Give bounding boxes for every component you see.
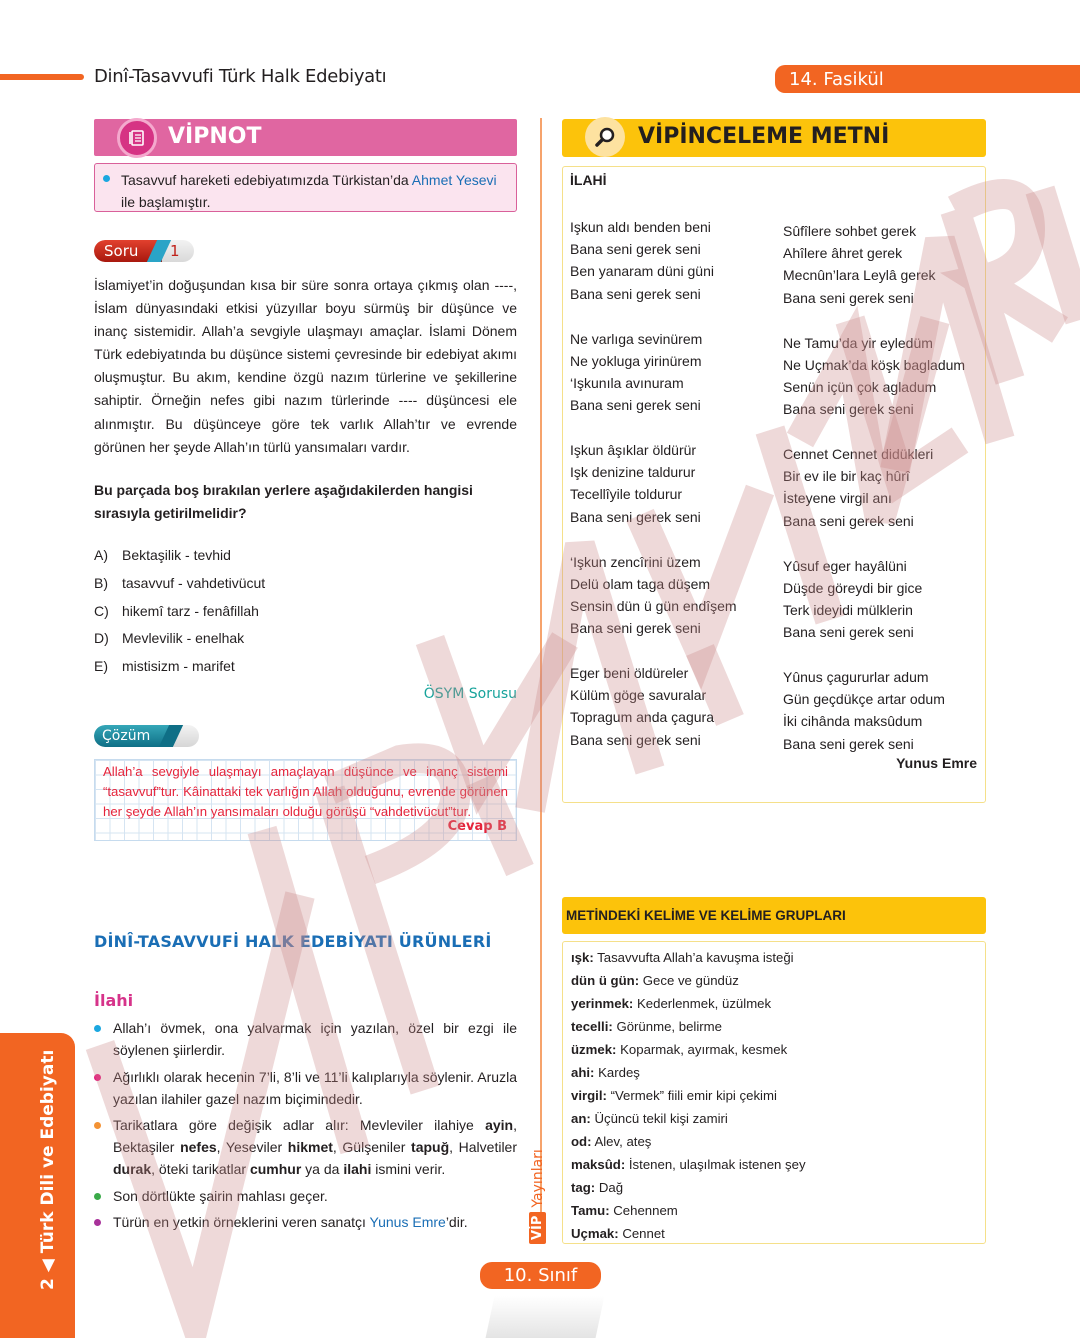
poem-stanza bbox=[783, 332, 993, 444]
glossary-term: ahi: bbox=[571, 1065, 595, 1080]
poem-line: Bana seni gerek seni bbox=[570, 285, 701, 302]
option-b[interactable] bbox=[94, 573, 517, 601]
glossary-item bbox=[571, 969, 977, 992]
glossary-item bbox=[571, 1153, 977, 1176]
list-item bbox=[94, 1114, 517, 1180]
poem-line: Bana seni gerek seni bbox=[570, 620, 701, 637]
vipnot-highlight: Ahmet Yesevi bbox=[411, 172, 497, 188]
glossary-term: tecelli: bbox=[571, 1019, 613, 1034]
list-item-text: Türün en yetkin örneklerini veren sanatçı bbox=[113, 1214, 370, 1230]
list-item-text: Allah’ı övmek, ona yalvarmak için yazılan, özel bir ezgi ile söylenen şiirlerdir. bbox=[113, 1020, 517, 1058]
poem-line: Terk ideyidi mülklerin bbox=[783, 601, 913, 618]
poem-stanza bbox=[570, 216, 780, 328]
poem-stanza bbox=[783, 220, 993, 332]
poem-line: Işkun âşıklar öldürür bbox=[570, 442, 697, 458]
glossary-item bbox=[571, 1084, 977, 1107]
list-item bbox=[94, 1017, 517, 1061]
poem-stanza bbox=[570, 328, 780, 440]
list-item-text: Yunus Emre bbox=[369, 1214, 446, 1230]
section-title: DİNÎ-TASAVVUFİ HALK EDEBİYATI ÜRÜNLERİ bbox=[94, 932, 492, 951]
poem-line: ‘Işkun zencîrini üzem bbox=[570, 553, 701, 570]
triangle-icon: ◀ bbox=[38, 1259, 58, 1273]
poem-line: Cennet Cennet didükleri bbox=[783, 446, 934, 462]
poem-line: Sensin dün ü gün endîşem bbox=[570, 597, 737, 614]
glossary-item bbox=[571, 1176, 977, 1199]
glossary-term: Uçmak: bbox=[571, 1226, 619, 1241]
glossary-item bbox=[571, 1107, 977, 1130]
glossary-definition: Cennet bbox=[618, 1226, 665, 1241]
option-letter: A) bbox=[94, 547, 108, 563]
bold-term: tapuğ bbox=[411, 1139, 450, 1155]
poem-line: Işk denizine taldurur bbox=[570, 464, 696, 481]
poem-line: Ne Tamu’da yir eyledüm bbox=[783, 334, 933, 351]
vipnot-header-bar bbox=[94, 119, 517, 156]
option-letter: D) bbox=[94, 630, 109, 647]
magnifier-icon bbox=[585, 117, 625, 157]
poem-line: Işkun aldı benden beni bbox=[570, 219, 711, 235]
option-a[interactable] bbox=[94, 545, 517, 573]
glossary-definition: Alev, ateş bbox=[591, 1134, 652, 1149]
poem-line: Bir ev ile bir kaç hûrî bbox=[783, 468, 910, 485]
glossary-definition: Görünme, belirme bbox=[612, 1019, 722, 1034]
feature-list bbox=[94, 1017, 517, 1238]
column-divider bbox=[540, 118, 542, 1238]
question-number: 1 bbox=[170, 242, 180, 260]
glossary-term: od: bbox=[571, 1134, 592, 1149]
chapter-title: Dinî-Tasavvufi Türk Halk Edebiyatı bbox=[94, 66, 387, 87]
glossary-item bbox=[571, 1199, 977, 1222]
poem-line: Tecellîyile toldurur bbox=[570, 486, 683, 503]
question-source: ÖSYM Sorusu bbox=[423, 686, 517, 702]
solution-badge bbox=[94, 725, 199, 747]
list-item-text: Ağırlıklı olarak hecenin 7’li, 8’li ve 11’li kalıplarıyla söylenir. Aruzla yazılan ilahiler gazel nazım biçimindedir. bbox=[113, 1068, 517, 1107]
glossary-term: virgil: bbox=[571, 1088, 607, 1103]
poem-line: Bana seni gerek seni bbox=[570, 731, 701, 748]
glossary-term: ışk: bbox=[571, 950, 594, 965]
poem-line: Bana seni gerek seni bbox=[783, 735, 914, 752]
poem-line: Bana seni gerek seni bbox=[783, 289, 914, 306]
poem-line: Ben yanaram düni güni bbox=[570, 263, 714, 280]
poem-column-left bbox=[570, 216, 780, 774]
glossary-title: METİNDEKİ KELİME VE KELİME GRUPLARI bbox=[562, 897, 986, 934]
poem-line: Bana seni gerek seni bbox=[783, 624, 914, 641]
option-d[interactable] bbox=[94, 628, 517, 656]
glossary-definition: Kederlenmek, üzülmek bbox=[633, 996, 772, 1011]
glossary-definition: Cehennem bbox=[609, 1203, 678, 1218]
grade-label: 10. Sınıf bbox=[480, 1262, 601, 1289]
solution-badge-label: Çözüm bbox=[94, 725, 170, 747]
poem-line: Bana seni gerek seni bbox=[570, 397, 701, 414]
side-tab-text bbox=[38, 1050, 58, 1290]
glossary-term: tag: bbox=[571, 1180, 596, 1195]
glossary-item bbox=[571, 1038, 977, 1061]
glossary-term: Tamu: bbox=[571, 1203, 610, 1218]
option-text: Mevlevilik - enelhak bbox=[122, 630, 245, 647]
list-item bbox=[94, 1185, 517, 1207]
option-letter: E) bbox=[94, 658, 108, 675]
glossary-definition: Gece ve gündüz bbox=[639, 973, 739, 988]
poem-stanza bbox=[783, 443, 993, 555]
glossary-term: dün ü gün: bbox=[571, 973, 640, 988]
poem-line: Bana seni gerek seni bbox=[783, 512, 914, 529]
question-badge bbox=[94, 240, 194, 262]
glossary-term: an: bbox=[571, 1111, 591, 1126]
poem-stanza bbox=[570, 551, 780, 663]
option-text: Bektaşilik - tevhid bbox=[122, 547, 231, 563]
glossary-definition: Dağ bbox=[595, 1180, 624, 1195]
glossary-definition: Tasavvufta Allah’a kavuşma isteği bbox=[593, 950, 794, 965]
option-letter: C) bbox=[94, 602, 109, 619]
poem-line: Bana seni gerek seni bbox=[570, 241, 701, 258]
page-shadow bbox=[486, 1296, 605, 1338]
glossary-definition: Koparmak, ayırmak, kesmek bbox=[616, 1042, 788, 1057]
list-item-text: , Halvetiler bbox=[449, 1139, 517, 1155]
glossary-item bbox=[571, 1130, 977, 1153]
poem-line: Bana seni gerek seni bbox=[570, 508, 701, 525]
poem-line: ‘Işkunıla avınuram bbox=[570, 374, 684, 391]
vipnot-text-end: ile başlamıştır. bbox=[121, 194, 211, 210]
subject-label: Türk Dili ve Edebiyatı bbox=[38, 1049, 58, 1254]
poem-line: Ne varlıga sevinürem bbox=[570, 330, 703, 347]
bold-term: ayin bbox=[485, 1117, 514, 1133]
poem-line: Ne yokluga yirinürem bbox=[570, 352, 702, 369]
vipnot-title: VİPNOT bbox=[168, 124, 262, 149]
bullet-dot bbox=[103, 175, 110, 182]
glossary-term: yerinmek: bbox=[571, 996, 634, 1011]
option-c[interactable] bbox=[94, 601, 517, 629]
solution-box bbox=[94, 759, 517, 841]
poem-line: Ne Uçmak’da köşk bagladum bbox=[783, 356, 966, 373]
glossary-box bbox=[562, 941, 986, 1244]
list-item-text: ya da bbox=[301, 1161, 344, 1177]
question-prompt: Bu parçada boş bırakılan yerlere aşağıdakilerden hangisi sırasıyla getirilmelidir? bbox=[94, 482, 473, 521]
poem-column-right bbox=[783, 220, 993, 778]
bullet-dot bbox=[94, 1193, 101, 1200]
glossary-definition: “Vermek” fiili emir kipi çekimi bbox=[606, 1088, 777, 1103]
bullet-dot bbox=[94, 1122, 101, 1129]
list-item-text: , öteki tarikatlar bbox=[151, 1161, 250, 1177]
bold-term: nefes bbox=[180, 1139, 217, 1155]
answer-options bbox=[94, 545, 517, 684]
list-item-text: , Bektaşiler bbox=[113, 1117, 517, 1155]
glossary-definition: Üçüncü tekil kişi zamiri bbox=[590, 1111, 728, 1126]
poem-line: Yûnus çagururlar adum bbox=[783, 669, 929, 685]
inceleme-title: VİPİNCELEME METNİ bbox=[638, 124, 890, 149]
subsection-title: İlahi bbox=[94, 991, 134, 1010]
answer-label: Cevap B bbox=[447, 819, 507, 834]
poem-stanza bbox=[570, 662, 780, 774]
glossary-item bbox=[571, 946, 977, 969]
question-paragraph: İslamiyet’in doğuşundan kısa bir süre sonra ortaya çıkmış olan ----, İslam dünyasındaki etkisi yüzyıllar boyu sürmüş bir düşünce ve inanç sistemidir. Allah’a sevgiyle ulaşmayı amaçlar. İslami Dönem Türk edebiyatında bu düşünce sistemi çevresinde bir edebiyat akımı oluşmuştur. Bu akım, kendine özgü nazım türlerine ve şekillerine sahiptir. Örneğin nefes gibi nazım türlerinde ---- düşüncesi ele alınmıştır. Bu düşünceye göre tek varlık Allah’tır ve evrende görünen her şeyde Allah’ın türlü yansımaları vardır. bbox=[94, 277, 517, 455]
poem-line: Bana seni gerek seni bbox=[783, 401, 914, 418]
bold-term: cumhur bbox=[249, 1161, 302, 1177]
option-text: mistisizm - marifet bbox=[122, 658, 235, 675]
bullet-dot bbox=[94, 1074, 101, 1081]
publisher-badge: VİP bbox=[529, 1212, 546, 1244]
poem-author: Yunus Emre bbox=[896, 755, 977, 771]
poem-line: Senün içün çok agladum bbox=[783, 378, 937, 395]
list-item-text: ismini verir. bbox=[371, 1161, 446, 1177]
glossary-item bbox=[571, 1222, 977, 1245]
header-accent-line bbox=[0, 74, 84, 80]
glossary-definition: Kardeş bbox=[594, 1065, 640, 1080]
glossary-item bbox=[571, 1015, 977, 1038]
list-item-text: , Yeseviler bbox=[216, 1139, 288, 1155]
bold-term: hikmet bbox=[287, 1139, 333, 1155]
list-item-text: Son dörtlükte şairin mahlası geçer. bbox=[113, 1187, 328, 1204]
publisher-name: Yayınları bbox=[529, 1149, 546, 1208]
bold-term: ilahi bbox=[343, 1161, 372, 1177]
list-item bbox=[94, 1211, 517, 1233]
poem-line: Sûfîlere sohbet gerek bbox=[783, 223, 917, 239]
poem-line: İsteyene virgil anı bbox=[783, 490, 892, 507]
poem-title: İLAHİ bbox=[570, 172, 607, 188]
option-e[interactable] bbox=[94, 656, 517, 684]
poem-stanza bbox=[783, 555, 993, 667]
list-item-text: ’dir. bbox=[445, 1214, 468, 1230]
poem-line: Gün geçdükçe artar odum bbox=[783, 691, 945, 708]
poem-line: Mecnûn’lara Leylâ gerek bbox=[783, 267, 936, 284]
solution-text: Allah’a sevgiyle ulaşmayı amaçlayan düşünce ve inanç sistemi “tasavvuf”tur. Kâinattaki tek varlığın Allah olduğunu, evrende görünen her şeyde Allah’ın yansımaları olduğu görüşü “vahdetivücut”tur. bbox=[103, 764, 508, 819]
page-number: 2 bbox=[38, 1278, 58, 1290]
option-text: tasavvuf - vahdetivücut bbox=[122, 574, 266, 591]
option-text: hikemî tarz - fenâfillah bbox=[122, 602, 259, 619]
glossary-term: üzmek: bbox=[571, 1042, 617, 1057]
poem-line: Delü olam taga düşem bbox=[570, 575, 711, 592]
poem-stanza bbox=[570, 439, 780, 551]
bullet-dot bbox=[94, 1219, 101, 1226]
option-letter: B) bbox=[94, 574, 108, 591]
glossary-definition: İstenen, ulaşılmak istenen şey bbox=[625, 1157, 806, 1172]
list-item bbox=[94, 1066, 517, 1110]
glossary-item bbox=[571, 1061, 977, 1084]
bullet-dot bbox=[94, 1025, 101, 1032]
poem-line: Ahîlere âhret gerek bbox=[783, 245, 903, 262]
poem-line: Külüm göge savuralar bbox=[570, 687, 707, 704]
publisher-logo bbox=[529, 1149, 546, 1244]
list-item-text: Tarikatlara göre değişik adlar alır: Mevleviler ilahiye bbox=[113, 1117, 486, 1133]
vipnot-box bbox=[94, 163, 517, 212]
list-item-text: , Gülşeniler bbox=[332, 1139, 412, 1155]
poem-line: Eger beni öldüreler bbox=[570, 665, 689, 681]
glossary-item bbox=[571, 992, 977, 1015]
vipnot-text-start: Tasavvuf hareketi edebiyatımızda Türkistan’da bbox=[121, 172, 412, 188]
glossary-term: maksûd: bbox=[571, 1157, 626, 1172]
fascicle-label: 14. Fasikül bbox=[775, 65, 1080, 93]
poem-line: İki cihânda maksûdum bbox=[783, 713, 923, 730]
poem-line: Düşde göreydi bir gice bbox=[783, 579, 923, 596]
bold-term: durak bbox=[113, 1161, 152, 1177]
question-badge-label: Soru bbox=[94, 240, 162, 262]
poem-line: Yûsuf eger hayâlüni bbox=[783, 557, 907, 574]
poem-line: Topragum anda çagura bbox=[570, 709, 714, 726]
note-icon bbox=[117, 118, 157, 158]
